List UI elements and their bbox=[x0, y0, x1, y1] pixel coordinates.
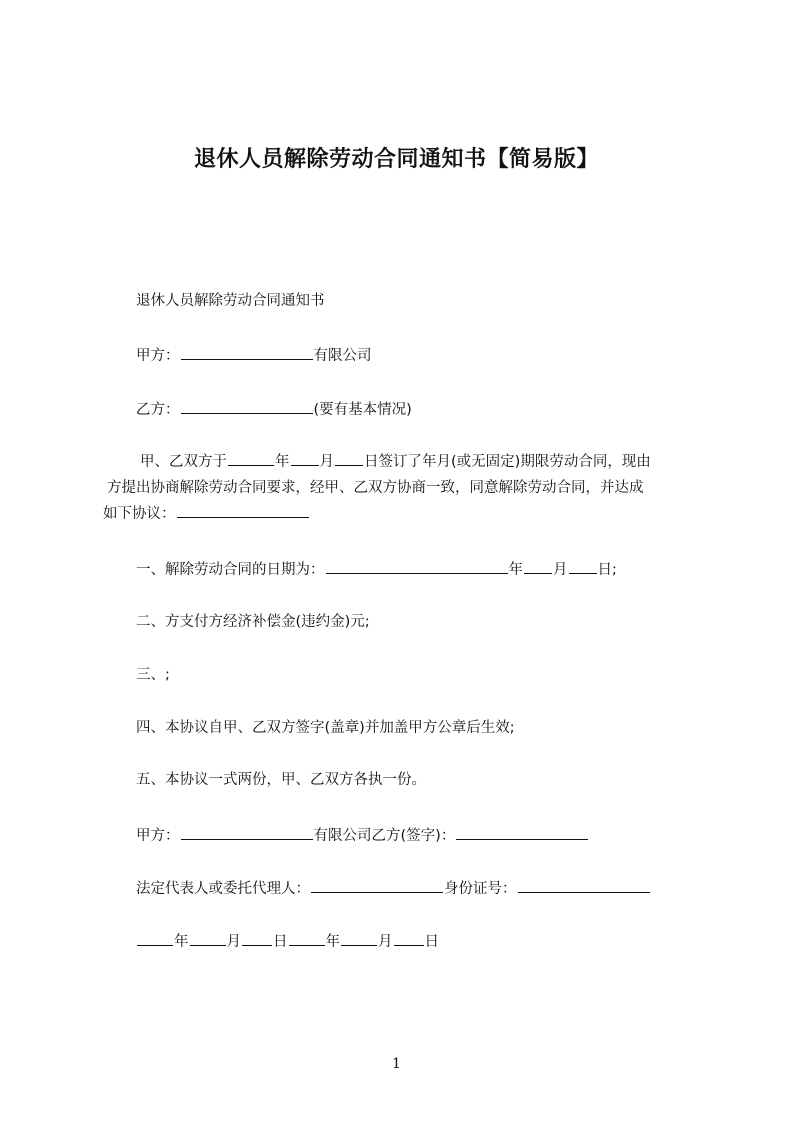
representative-blank bbox=[311, 877, 443, 893]
party-a-line bbox=[136, 344, 372, 366]
signature-rep-line bbox=[136, 877, 651, 899]
intro-text-5: 如下协议： bbox=[103, 506, 176, 522]
date-2-year: 年 bbox=[325, 934, 340, 950]
clause-1-text: 一、解除劳动合同的日期为： bbox=[136, 562, 325, 578]
date-2-day-blank bbox=[394, 930, 424, 946]
intro-row-1 bbox=[103, 449, 703, 475]
clause-1 bbox=[136, 558, 617, 580]
document-heading: 退休人员解除劳动合同通知书 bbox=[136, 293, 325, 309]
party-b-label: 乙方： bbox=[136, 402, 180, 418]
party-b-blank bbox=[181, 398, 313, 414]
date-2-year-blank bbox=[289, 930, 325, 946]
date-1-year-blank bbox=[137, 930, 173, 946]
party-b-suffix: (要有基本情况) bbox=[313, 402, 412, 418]
intro-month-blank bbox=[291, 450, 319, 466]
intro-text-3: 月 bbox=[319, 454, 334, 470]
party-b-line bbox=[136, 398, 412, 420]
clause-1-day-blank bbox=[569, 558, 597, 574]
intro-row-2: 方提出协商解除劳动合同要求，经甲、乙双方协商一致，同意解除劳动合同，并达成 bbox=[107, 480, 644, 496]
intro-text-4: 日签订了年月(或无固定)期限劳动合同，现由 bbox=[364, 454, 651, 470]
intro-text-1: 甲、乙双方于 bbox=[140, 454, 227, 470]
clause-4: 四、本协议自甲、乙双方签字(盖章)并加盖甲方公章后生效; bbox=[136, 720, 515, 736]
intro-year-blank bbox=[228, 450, 274, 466]
clause-5: 五、本协议一式两份，甲、乙双方各执一份。 bbox=[136, 772, 426, 788]
clause-1-year: 年 bbox=[508, 562, 523, 578]
signature-party-a-blank bbox=[181, 824, 313, 840]
representative-label: 法定代表人或委托代理人： bbox=[136, 881, 310, 897]
clause-2: 二、方支付方经济补偿金(违约金)元; bbox=[136, 614, 370, 630]
signature-party-a-label: 甲方： bbox=[136, 828, 180, 844]
clause-1-month-blank bbox=[524, 558, 552, 574]
intro-day-blank bbox=[335, 450, 363, 466]
signature-party-a-suffix: 有限公司乙方(签字)： bbox=[313, 828, 456, 844]
date-1-day-blank bbox=[242, 930, 272, 946]
date-2-month-blank bbox=[341, 930, 377, 946]
date-1-month-blank bbox=[190, 930, 226, 946]
id-number-label: 身份证号： bbox=[444, 881, 517, 897]
signature-party-line bbox=[136, 824, 589, 846]
date-2-month: 月 bbox=[378, 934, 393, 950]
signature-party-b-blank bbox=[456, 824, 588, 840]
clause-3: 三、; bbox=[136, 667, 170, 683]
signature-date-line bbox=[136, 930, 439, 952]
party-a-blank bbox=[181, 344, 313, 360]
intro-row-3 bbox=[103, 501, 703, 527]
intro-agreement-blank bbox=[177, 502, 309, 518]
clause-1-day: 日; bbox=[597, 562, 617, 578]
clause-1-month: 月 bbox=[553, 562, 568, 578]
id-number-blank bbox=[518, 877, 650, 893]
page-number: 1 bbox=[392, 1056, 401, 1072]
party-a-suffix: 有限公司 bbox=[313, 348, 372, 364]
intro-paragraph bbox=[103, 449, 703, 527]
document-title: 退休人员解除劳动合同通知书【简易版】 bbox=[193, 147, 599, 172]
clause-1-date-blank bbox=[326, 558, 508, 574]
intro-text-2: 年 bbox=[275, 454, 290, 470]
date-1-month: 月 bbox=[226, 934, 241, 950]
date-1-year: 年 bbox=[174, 934, 189, 950]
party-a-label: 甲方： bbox=[136, 348, 180, 364]
date-2-day: 日 bbox=[424, 934, 439, 950]
date-1-day: 日 bbox=[273, 934, 288, 950]
